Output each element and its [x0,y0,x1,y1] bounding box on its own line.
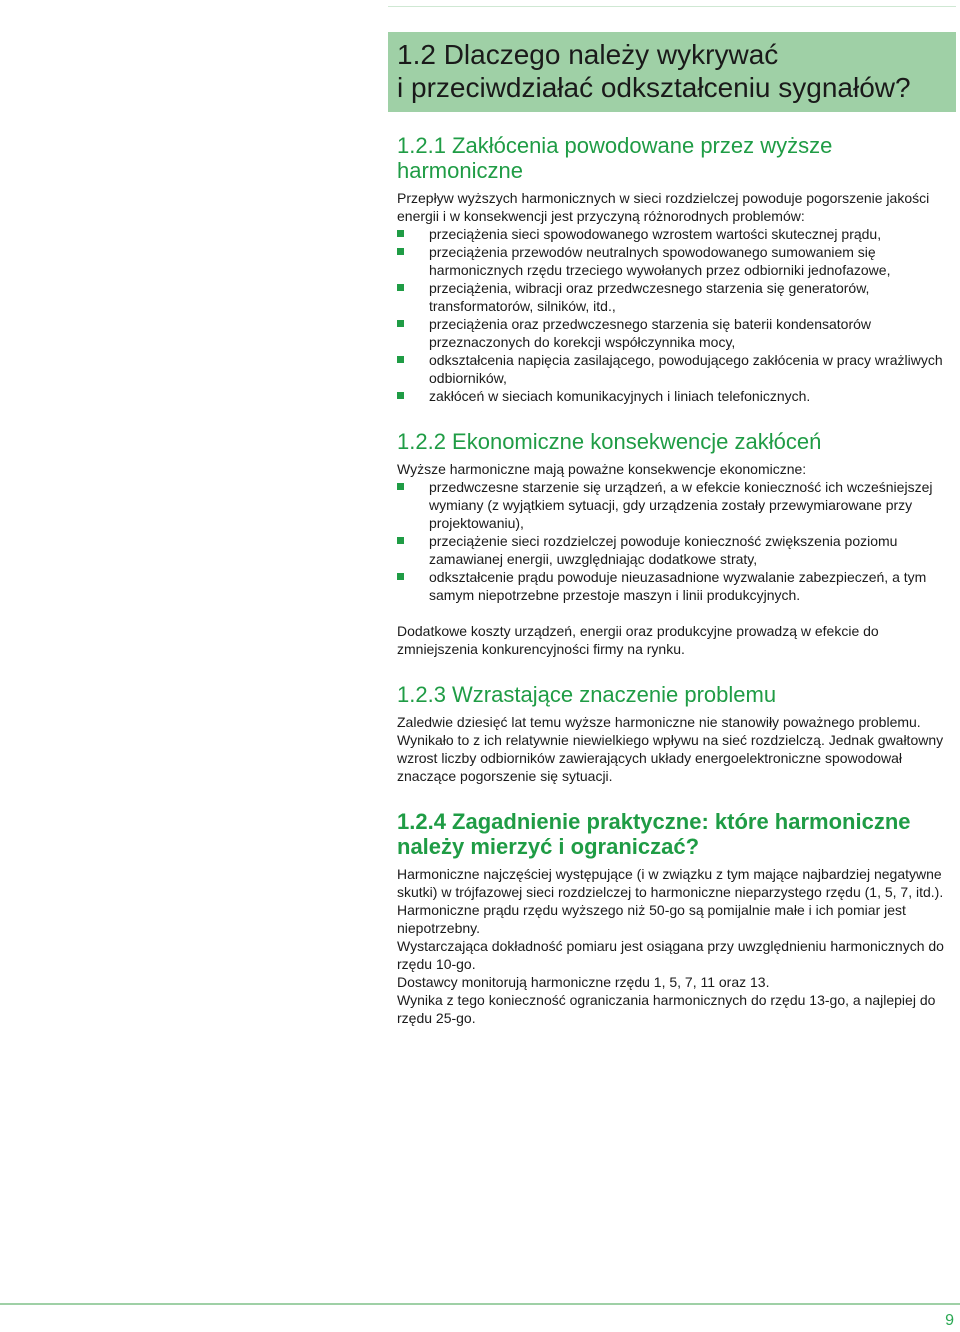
square-bullet-icon [397,320,404,327]
list-item: przeciążenie sieci rozdzielczej powoduje konieczność zwiększenia poziomu zamawianej energii, uwzględniając dodatkowe straty, [397,532,957,568]
s4-paragraph-4: Dostawcy monitorują harmoniczne rzędu 1, 5, 7, 11 oraz 13. [397,974,770,990]
heading-1-2-4-line-1: 1.2.4 Zagadnienie praktyczne: które harmoniczne [397,809,911,834]
s1-intro: Przepływ wyższych harmonicznych w sieci rozdzielczej powoduje pogorszenie jakości energii i w konsekwencji jest przyczyną różnorodnych problemów: [397,190,930,224]
heading-1-2-1 [397,133,957,183]
square-bullet-icon [397,248,404,255]
square-bullet-icon [397,230,404,237]
list-item: przeciążenia oraz przedwczesnego starzenia się baterii kondensatorów przeznaczonych do korekcji współczynnika mocy, [397,315,957,351]
s2-outro: Dodatkowe koszty urządzeń, energii oraz produkcyjne prowadzą w efekcie do zmniejszenia konkurencyjności firmy na rynku. [397,623,879,657]
list-item: przeciążenia sieci spowodowanego wzrostem wartości skutecznej prądu, [397,225,957,243]
s2-consequence-list [397,478,957,604]
heading-1-2-4 [397,809,957,859]
list-item: zakłóceń w sieciach komunikacyjnych i liniach telefonicznych. [397,387,957,405]
square-bullet-icon [397,356,404,363]
square-bullet-icon [397,392,404,399]
section-title [397,38,911,104]
s3-text: Zaledwie dziesięć lat temu wyższe harmoniczne nie stanowiły poważnego problemu. Wynikało to z ich relatywnie niewielkiego wpływu na sieć rozdzielczą. Jednak gwałtowny wzrost liczby odbiorników zawierających układy energoelektroniczne spowodował znaczące pogorszenie się sytuacji. [397,714,944,784]
s4-paragraph-5: Wynika z tego konieczność ograniczania harmonicznych do rzędu 13-go, a najlepiej do rzędu 25-go. [397,992,936,1026]
top-rule [388,6,956,7]
s1-problem-list [397,225,957,405]
s4-paragraph-3: Wystarczająca dokładność pomiaru jest osiągana przy uwzględnieniu harmonicznych do rzędu 10-go. [397,938,944,972]
list-item: przedwczesne starzenie się urządzeń, a w efekcie konieczność ich wcześniejszej wymiany (z wyjątkiem sytuacji, gdy urządzenia zostały przewymiarowane przy projektowaniu), [397,478,957,532]
square-bullet-icon [397,483,404,490]
section-title-line-1: 1.2 Dlaczego należy wykrywać [397,39,779,70]
page-content [397,133,957,1027]
heading-1-2-4-line-2: należy mierzyć i ograniczać? [397,834,700,859]
page-number: 9 [945,1312,954,1329]
s2-intro: Wyższe harmoniczne mają poważne konsekwencje ekonomiczne: [397,461,807,477]
square-bullet-icon [397,284,404,291]
list-item: przeciążenia przewodów neutralnych spowodowanego sumowaniem się harmonicznych rzędu trzeciego wywołanych przez odbiorniki jednofazowe, [397,243,957,279]
heading-1-2-3: 1.2.3 Wzrastające znaczenie problemu [397,682,777,707]
heading-1-2-1-line-2: harmoniczne [397,158,523,183]
footer-rule [0,1303,960,1305]
list-item: odkształcenia napięcia zasilającego, powodującego zakłócenia w pracy wrażliwych odbiorników, [397,351,957,387]
s4-paragraph-2: Harmoniczne prądu rzędu wyższego niż 50-go są pomijalnie małe i ich pomiar jest niepotrzebny. [397,902,906,936]
section-title-line-2: i przeciwdziałać odkształceniu sygnałów? [397,72,911,103]
s4-paragraph-1: Harmoniczne najczęściej występujące (i w związku z tym mające najbardziej negatywne skutki) w trójfazowej sieci rozdzielczej to harmoniczne nieparzystego rzędu (1, 5, 7, itd.). [397,866,944,900]
heading-1-2-1-line-1: 1.2.1 Zakłócenia powodowane przez wyższe [397,133,833,158]
square-bullet-icon [397,573,404,580]
square-bullet-icon [397,537,404,544]
list-item: odkształcenie prądu powoduje nieuzasadnione wyzwalanie zabezpieczeń, a tym samym niepotrzebne przestoje maszyn i linii produkcyjnych. [397,568,957,604]
list-item: przeciążenia, wibracji oraz przedwczesnego starzenia się generatorów, transformatorów, silników, itd., [397,279,957,315]
heading-1-2-2: 1.2.2 Ekonomiczne konsekwencje zakłóceń [397,429,822,454]
